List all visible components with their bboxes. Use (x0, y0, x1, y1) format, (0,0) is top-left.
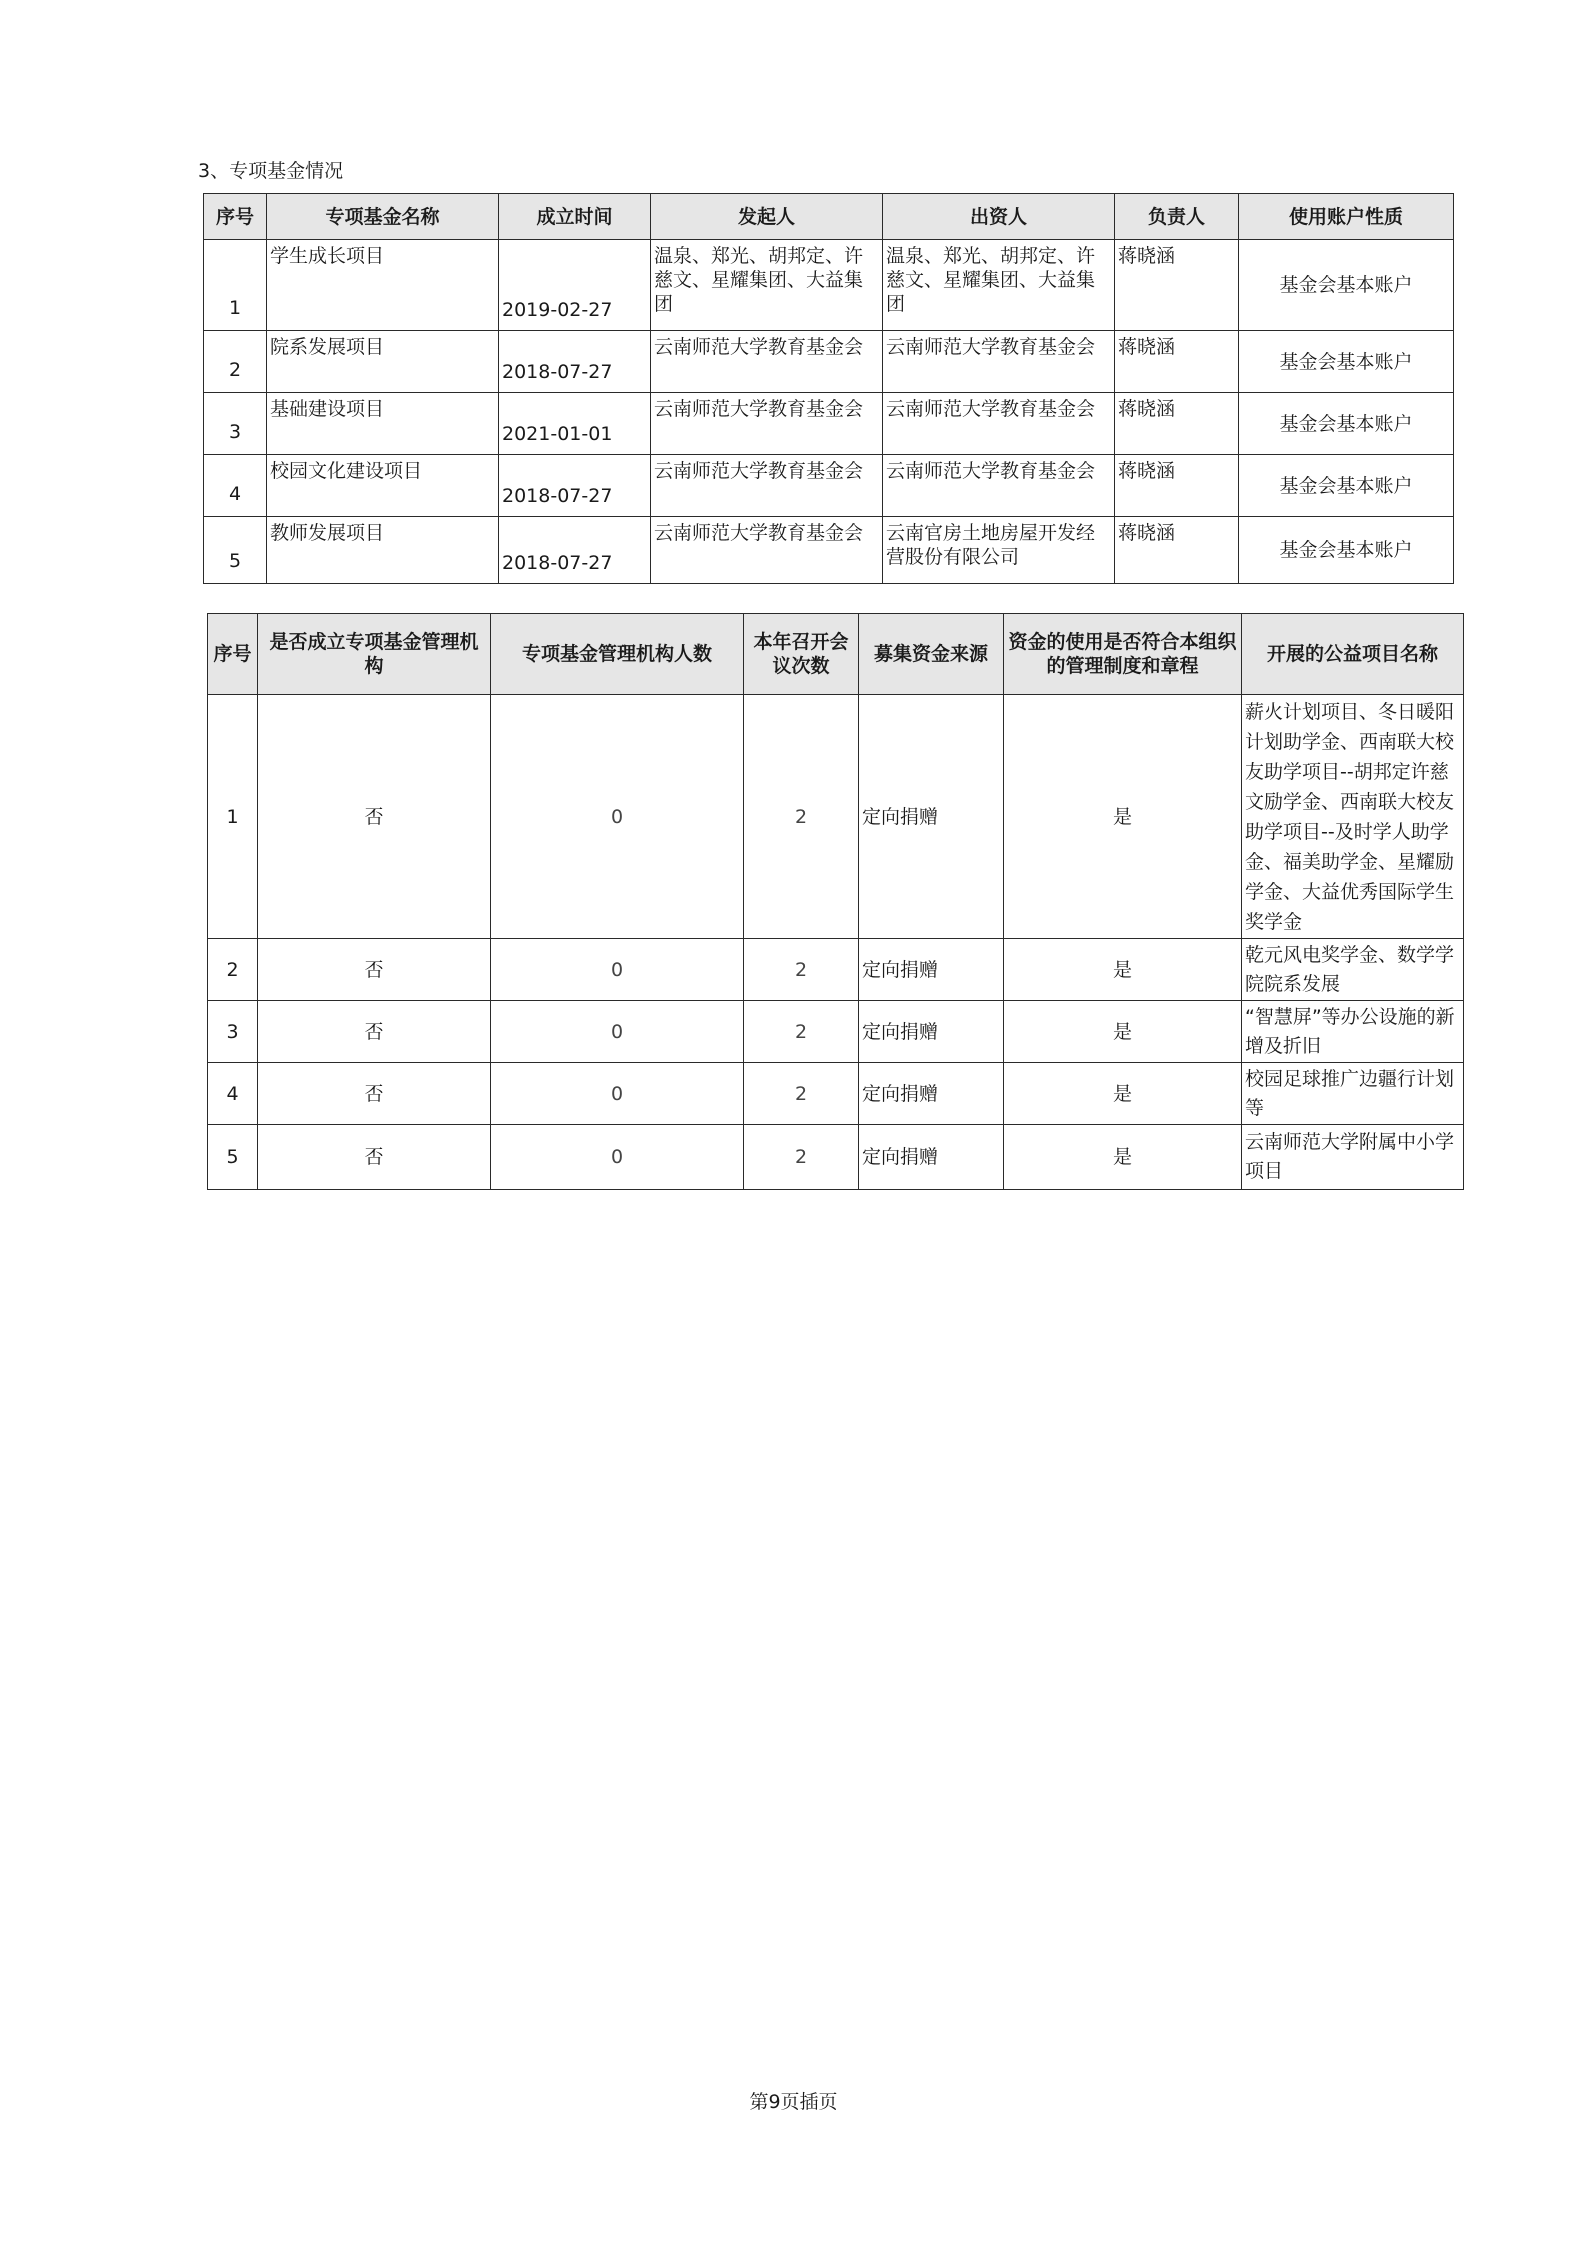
cell-manager: 蒋晓涵 (1115, 517, 1239, 584)
header-fund-source: 募集资金来源 (859, 614, 1004, 695)
cell-initiator: 云南师范大学教育基金会 (651, 393, 883, 455)
cell-date: 2018-07-27 (499, 455, 651, 517)
header-manager: 负责人 (1115, 194, 1239, 240)
cell-compliant: 是 (1004, 1001, 1242, 1063)
cell-meetings: 2 (744, 1125, 859, 1190)
cell-seq: 1 (208, 695, 258, 939)
cell-projects: “智慧屏”等办公设施的新增及折旧 (1242, 1001, 1464, 1063)
cell-seq: 4 (208, 1063, 258, 1125)
cell-source: 定向捐赠 (859, 1125, 1004, 1190)
cell-projects: 云南师范大学附属中小学项目 (1242, 1125, 1464, 1190)
header-account-type: 使用账户性质 (1239, 194, 1454, 240)
cell-funder: 温泉、郑光、胡邦定、许慈文、星耀集团、大益集团 (883, 240, 1115, 331)
cell-fund-name: 院系发展项目 (267, 331, 499, 393)
header-seq: 序号 (208, 614, 258, 695)
cell-source: 定向捐赠 (859, 1001, 1004, 1063)
cell-meetings: 2 (744, 1063, 859, 1125)
cell-funder: 云南师范大学教育基金会 (883, 393, 1115, 455)
cell-date: 2018-07-27 (499, 331, 651, 393)
cell-seq: 1 (204, 240, 267, 331)
cell-seq: 5 (204, 517, 267, 584)
cell-seq: 3 (204, 393, 267, 455)
cell-compliant: 是 (1004, 939, 1242, 1001)
cell-projects: 乾元风电奖学金、数学学院院系发展 (1242, 939, 1464, 1001)
cell-seq: 3 (208, 1001, 258, 1063)
cell-manager: 蒋晓涵 (1115, 455, 1239, 517)
cell-has-org: 否 (258, 1125, 491, 1190)
table-row (208, 1063, 1464, 1125)
table-row (208, 695, 1464, 939)
cell-members: 0 (491, 1001, 744, 1063)
table-row (204, 240, 1454, 331)
cell-account-type: 基金会基本账户 (1239, 517, 1454, 584)
table-row (208, 1125, 1464, 1190)
cell-fund-name: 学生成长项目 (267, 240, 499, 331)
cell-meetings: 2 (744, 939, 859, 1001)
header-org-members: 专项基金管理机构人数 (491, 614, 744, 695)
cell-date: 2021-01-01 (499, 393, 651, 455)
cell-seq: 2 (208, 939, 258, 1001)
special-fund-management-table (207, 613, 1464, 1190)
cell-members: 0 (491, 1063, 744, 1125)
cell-account-type: 基金会基本账户 (1239, 331, 1454, 393)
cell-funder: 云南师范大学教育基金会 (883, 455, 1115, 517)
cell-source: 定向捐赠 (859, 1063, 1004, 1125)
cell-source: 定向捐赠 (859, 939, 1004, 1001)
cell-projects: 薪火计划项目、冬日暖阳计划助学金、西南联大校友助学项目--胡邦定许慈文励学金、西南联大校友助学项目--及时学人助学金、福美助学金、星耀励学金、大益优秀国际学生奖学金 (1242, 695, 1464, 939)
header-has-management-org: 是否成立专项基金管理机构 (258, 614, 491, 695)
cell-has-org: 否 (258, 1063, 491, 1125)
header-project-names: 开展的公益项目名称 (1242, 614, 1464, 695)
cell-account-type: 基金会基本账户 (1239, 393, 1454, 455)
cell-initiator: 云南师范大学教育基金会 (651, 455, 883, 517)
header-fund-name: 专项基金名称 (267, 194, 499, 240)
cell-seq: 5 (208, 1125, 258, 1190)
cell-fund-name: 校园文化建设项目 (267, 455, 499, 517)
table-row (208, 1001, 1464, 1063)
cell-members: 0 (491, 939, 744, 1001)
cell-initiator: 云南师范大学教育基金会 (651, 517, 883, 584)
header-initiator: 发起人 (651, 194, 883, 240)
cell-manager: 蒋晓涵 (1115, 331, 1239, 393)
special-fund-table (203, 193, 1454, 584)
cell-compliant: 是 (1004, 1063, 1242, 1125)
cell-manager: 蒋晓涵 (1115, 240, 1239, 331)
cell-has-org: 否 (258, 1001, 491, 1063)
cell-has-org: 否 (258, 939, 491, 1001)
table-row (204, 393, 1454, 455)
cell-members: 0 (491, 695, 744, 939)
cell-manager: 蒋晓涵 (1115, 393, 1239, 455)
cell-source: 定向捐赠 (859, 695, 1004, 939)
cell-fund-name: 教师发展项目 (267, 517, 499, 584)
cell-seq: 2 (204, 331, 267, 393)
cell-date: 2018-07-27 (499, 517, 651, 584)
header-compliance: 资金的使用是否符合本组织的管理制度和章程 (1004, 614, 1242, 695)
cell-meetings: 2 (744, 695, 859, 939)
table-header-row (208, 614, 1464, 695)
section-title: 3、专项基金情况 (198, 160, 344, 182)
header-established-date: 成立时间 (499, 194, 651, 240)
cell-account-type: 基金会基本账户 (1239, 240, 1454, 331)
cell-account-type: 基金会基本账户 (1239, 455, 1454, 517)
cell-meetings: 2 (744, 1001, 859, 1063)
cell-compliant: 是 (1004, 695, 1242, 939)
cell-initiator: 温泉、郑光、胡邦定、许慈文、星耀集团、大益集团 (651, 240, 883, 331)
cell-funder: 云南师范大学教育基金会 (883, 331, 1115, 393)
cell-initiator: 云南师范大学教育基金会 (651, 331, 883, 393)
cell-fund-name: 基础建设项目 (267, 393, 499, 455)
cell-has-org: 否 (258, 695, 491, 939)
page-footer: 第9页插页 (749, 2091, 838, 2113)
table-row (204, 517, 1454, 584)
cell-compliant: 是 (1004, 1125, 1242, 1190)
table-row (208, 939, 1464, 1001)
header-seq: 序号 (204, 194, 267, 240)
cell-date: 2019-02-27 (499, 240, 651, 331)
header-meetings-count: 本年召开会议次数 (744, 614, 859, 695)
table-header-row (204, 194, 1454, 240)
cell-members: 0 (491, 1125, 744, 1190)
cell-seq: 4 (204, 455, 267, 517)
cell-funder: 云南官房土地房屋开发经营股份有限公司 (883, 517, 1115, 584)
table-row (204, 455, 1454, 517)
cell-projects: 校园足球推广边疆行计划等 (1242, 1063, 1464, 1125)
table-row (204, 331, 1454, 393)
header-funder: 出资人 (883, 194, 1115, 240)
